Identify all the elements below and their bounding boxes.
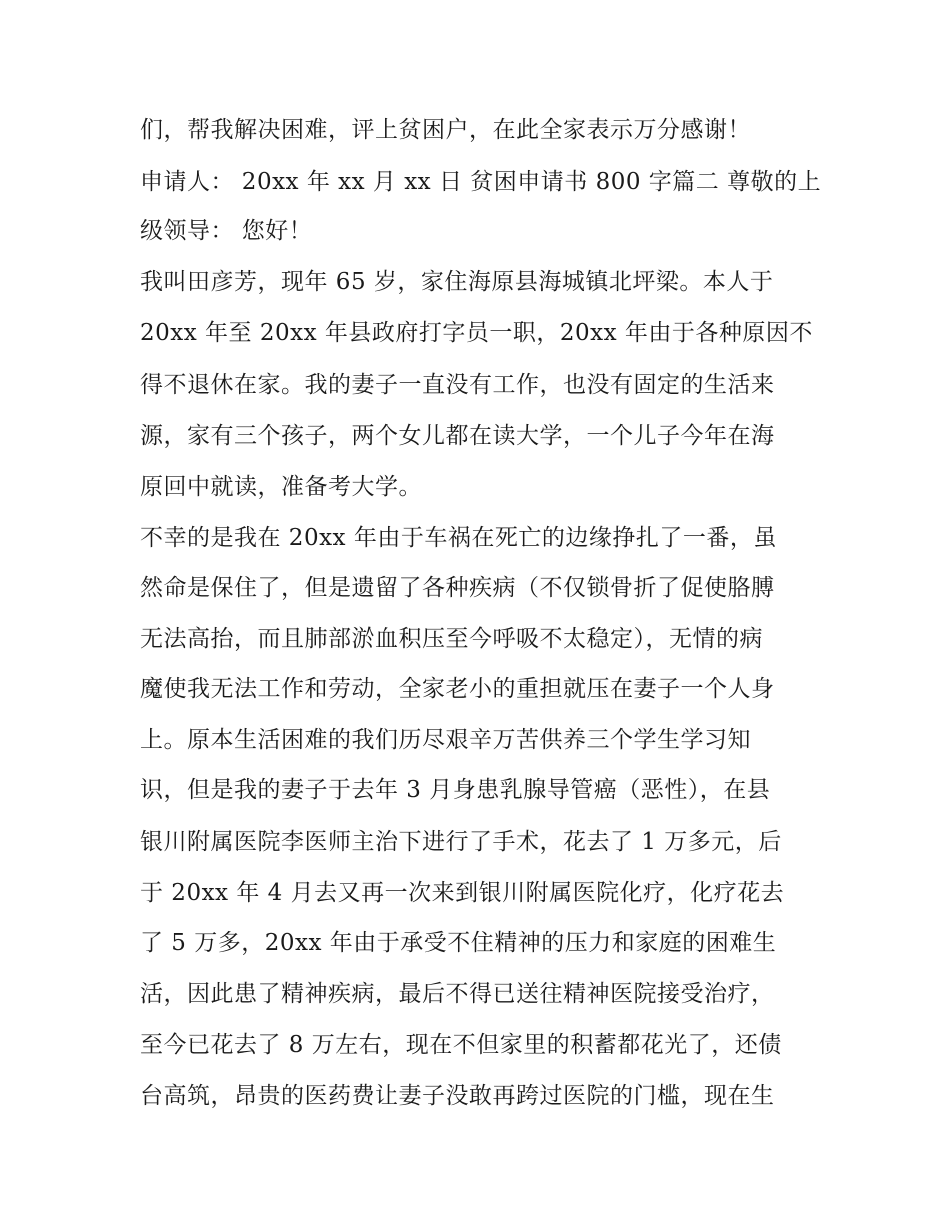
- text-line-6: 得不退休在家。我的妻子一直没有工作，也没有固定的生活来: [140, 372, 775, 398]
- text-line-20: 台高筑，昂贵的医药费让妻子没敢再跨过医院的门槛，现在生: [140, 1083, 775, 1109]
- text-line-12: 魔使我无法工作和劳动，全家老小的重担就压在妻子一个人身: [140, 676, 775, 702]
- text-line-10: 然命是保住了，但是遗留了各种疾病（不仅锁骨折了促使胳膊: [140, 575, 775, 601]
- text-line-16: 于 20xx 年 4 月去又再一次来到银川附属医院化疗，化疗花去: [140, 880, 785, 906]
- text-line-9: 不幸的是我在 20xx 年由于车祸在死亡的边缘挣扎了一番，虽: [140, 525, 777, 551]
- text-line-11: 无法高抬，而且肺部淤血积压至今呼吸不太稳定），无情的病: [140, 626, 763, 652]
- text-line-4: 我叫田彦芳，现年 65 岁，家住海原县海城镇北坪梁。本人于: [140, 269, 774, 295]
- text-line-5: 20xx 年至 20xx 年县政府打字员一职，20xx 年由于各种原因不: [140, 320, 813, 346]
- text-line-1: 们，帮我解决困难，评上贫困户，在此全家表示万分感谢！: [140, 117, 751, 143]
- text-line-14: 识，但是我的妻子于去年 3 月身患乳腺导管癌（恶性），在县: [140, 777, 771, 803]
- text-line-15: 银川附属医院李医师主治下进行了手术，花去了 1 万多元，后: [140, 829, 782, 855]
- text-line-13: 上。原本生活困难的我们历尽艰辛万苦供养三个学生学习知: [140, 727, 751, 753]
- text-line-3: 级领导： 您好！: [140, 218, 313, 244]
- text-line-17: 了 5 万多，20xx 年由于承受不住精神的压力和家庭的困难生: [140, 930, 777, 956]
- text-line-19: 至今已花去了 8 万左右，现在不但家里的积蓄都花光了，还债: [140, 1032, 782, 1058]
- text-line-2: 申请人： 20xx 年 xx 月 xx 日 贫困申请书 800 字篇二 尊敬的上: [140, 169, 822, 195]
- text-line-18: 活，因此患了精神疾病，最后不得已送往精神医院接受治疗，: [140, 981, 775, 1007]
- text-line-7: 源，家有三个孩子，两个女儿都在读大学，一个儿子今年在海: [140, 423, 775, 449]
- text-line-8: 原回中就读，准备考大学。: [140, 474, 422, 500]
